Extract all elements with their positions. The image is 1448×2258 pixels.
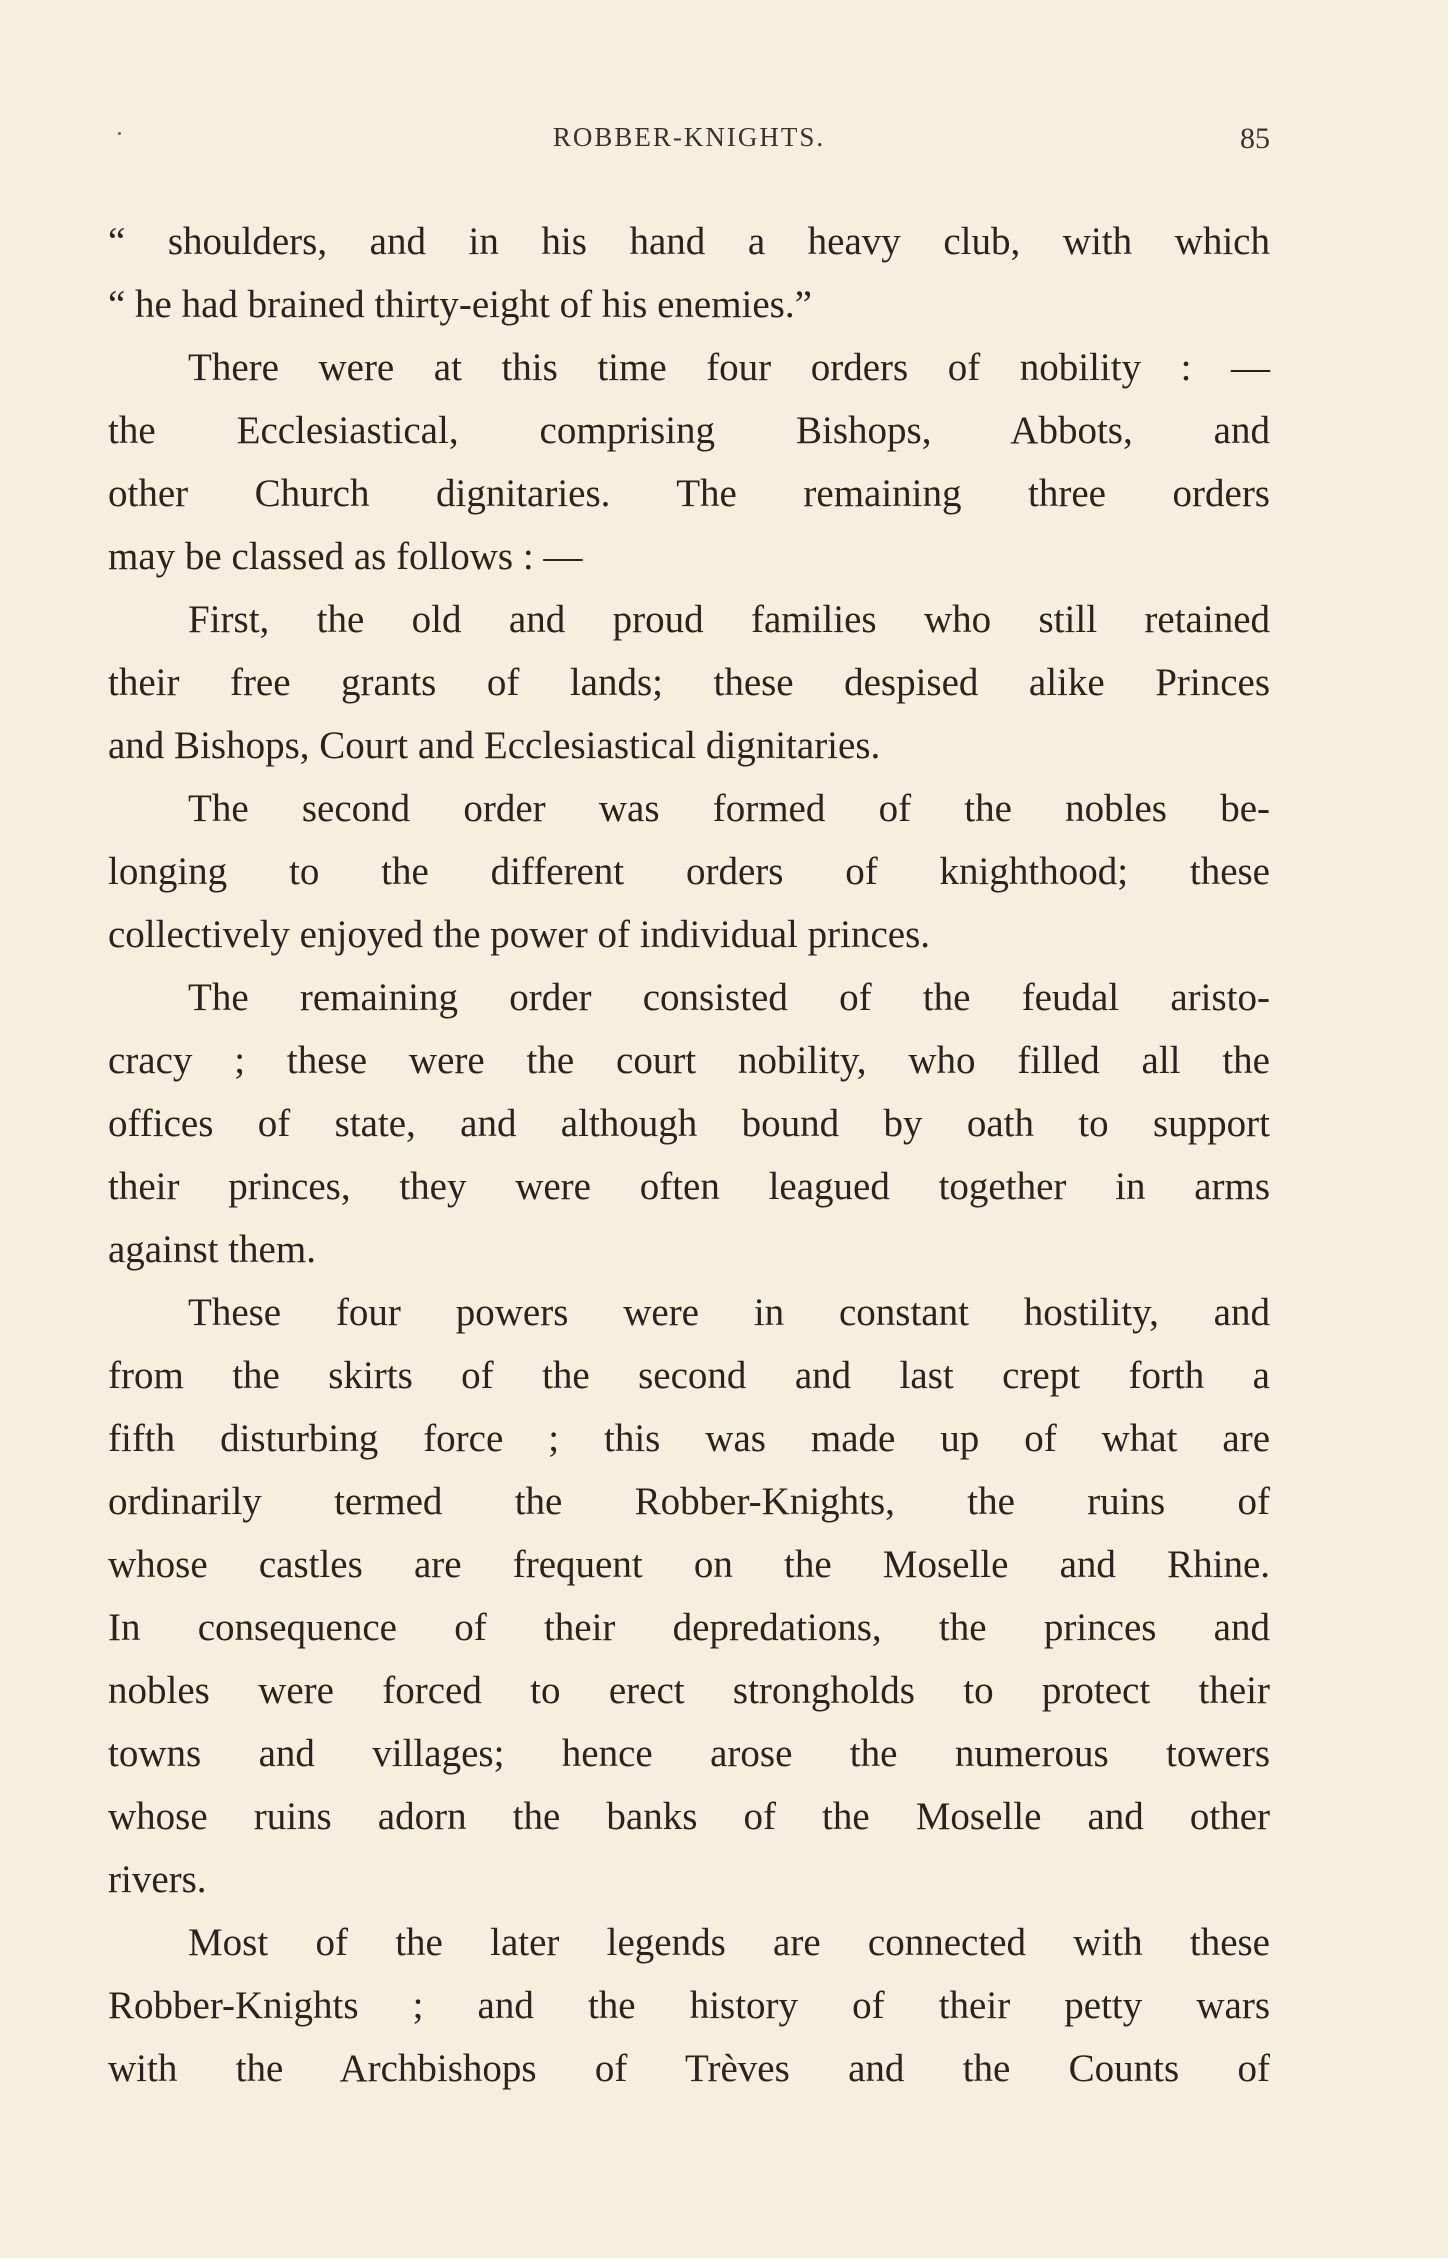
running-head xyxy=(108,122,1270,162)
text-line: There were at this time four orders of nobility : — xyxy=(188,346,1270,389)
text-line: collectively enjoyed the power of individual princes. xyxy=(108,913,930,956)
text-line: cracy ; these were the court nobility, who filled all the xyxy=(108,1039,1270,1082)
text-line: fifth disturbing force ; this was made up of what are xyxy=(108,1417,1270,1460)
page-number: 85 xyxy=(1240,122,1270,155)
text-line: ordinarily termed the Robber-Knights, the ruins of xyxy=(108,1480,1270,1523)
text-line: nobles were forced to erect strongholds to protect their xyxy=(108,1669,1270,1712)
text-line: whose castles are frequent on the Moselle and Rhine. xyxy=(108,1543,1270,1586)
text-line: Most of the later legends are connected with these xyxy=(188,1921,1270,1964)
text-line: their princes, they were often leagued together in arms xyxy=(108,1165,1270,1208)
text-line: longing to the different orders of knighthood; these xyxy=(108,850,1270,893)
text-line: may be classed as follows : — xyxy=(108,535,583,578)
text-line: The second order was formed of the nobles be- xyxy=(188,787,1270,830)
text-line: “ shoulders, and in his hand a heavy club, with which xyxy=(108,220,1270,263)
text-line: Robber-Knights ; and the history of their petty wars xyxy=(108,1984,1270,2027)
body-text xyxy=(108,210,1270,2100)
text-line: These four powers were in constant hostility, and xyxy=(188,1291,1270,1334)
text-line: from the skirts of the second and last crept forth a xyxy=(108,1354,1270,1397)
text-line: First, the old and proud families who still retained xyxy=(188,598,1270,641)
text-line: and Bishops, Court and Ecclesiastical dignitaries. xyxy=(108,724,881,767)
text-line: against them. xyxy=(108,1228,316,1271)
text-line: other Church dignitaries. The remaining three orders xyxy=(108,472,1270,515)
text-line: rivers. xyxy=(108,1858,207,1901)
running-title: ROBBER-KNIGHTS. xyxy=(552,122,826,152)
text-line: whose ruins adorn the banks of the Moselle and other xyxy=(108,1795,1270,1838)
text-line: The remaining order consisted of the feudal aristo- xyxy=(188,976,1270,1019)
text-line: offices of state, and although bound by oath to support xyxy=(108,1102,1270,1145)
text-line: “ he had brained thirty-eight of his enemies.” xyxy=(108,283,812,326)
text-line: towns and villages; hence arose the numerous towers xyxy=(108,1732,1270,1775)
text-line: In consequence of their depredations, the princes and xyxy=(108,1606,1270,1649)
text-line: with the Archbishops of Trèves and the Counts of xyxy=(108,2047,1270,2090)
text-line: their free grants of lands; these despised alike Princes xyxy=(108,661,1270,704)
text-line: the Ecclesiastical, comprising Bishops, Abbots, and xyxy=(108,409,1270,452)
